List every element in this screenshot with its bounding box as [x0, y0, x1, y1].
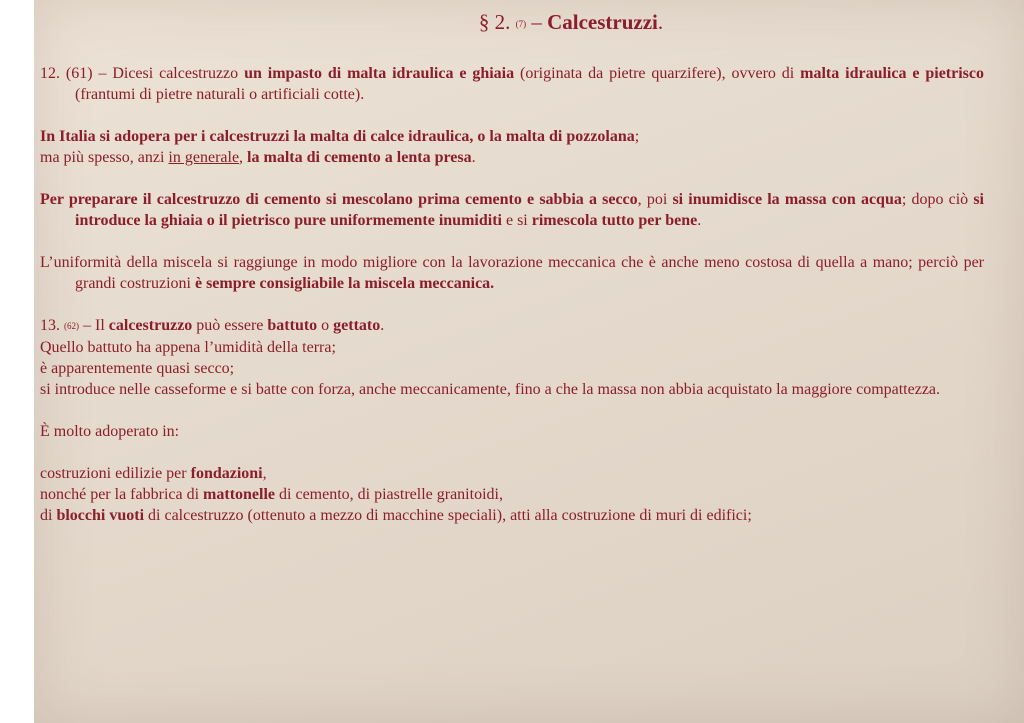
uso-3-text: di — [40, 507, 57, 525]
p12-number: 12. (61) – Dicesi calcestruzzo — [40, 65, 245, 83]
uso-2-end: di cemento, di piastrelle granitoidi, — [275, 486, 503, 504]
p12-bold-2: malta idraulica e pietrisco — [800, 65, 985, 83]
section-number: § 2. — [478, 10, 511, 34]
p13-text-2: può essere — [192, 317, 268, 335]
p13-bold-3: gettato — [333, 317, 381, 335]
paragraph-uniformita — [40, 252, 984, 294]
battuto-line-2: è apparentemente quasi secco; — [40, 360, 235, 378]
uso-1-text: costruzioni edilizie per — [40, 465, 191, 483]
title-dot: . — [657, 10, 664, 34]
p13-text-1: – Il — [79, 317, 109, 335]
section-title — [158, 8, 984, 38]
document-body — [40, 8, 984, 526]
battuto-line-3: si introduce nelle casseforme e si batte con forza, anche meccanicamente, fino a che la massa non abbia acquistato la maggiore compattezza. — [40, 381, 941, 399]
italia-text-3: , — [239, 149, 248, 167]
uso-line-3 — [40, 505, 984, 526]
uso-1-bold: fondazioni — [190, 465, 263, 483]
p12-bold-1: un impasto di malta idraulica e ghiaia — [244, 65, 515, 83]
italia-text-1: ; — [634, 128, 640, 146]
uniformita-text-1: L’uniformità della miscela si raggiunge in modo migliore con la lavorazione meccanica che è anche meno costosa di quella a mano; perciò per grandi costruzioni — [40, 254, 984, 293]
italia-text-4: . — [471, 149, 476, 167]
preparare-text-1: , poi — [637, 191, 673, 209]
uso-2-text: nonché per la fabbrica di — [40, 486, 204, 504]
italia-text-2: ma più spesso, anzi — [40, 149, 169, 167]
paragraph-13 — [40, 315, 984, 337]
p12-text-2: (frantumi di pietre naturali o artificiali cotte). — [75, 86, 365, 104]
paragraph-italia — [40, 126, 984, 147]
preparare-bold-2: si inumidisce la massa con acqua — [672, 191, 902, 209]
uso-line-2 — [40, 484, 984, 505]
uso-3-bold: blocchi vuoti — [56, 507, 145, 525]
preparare-text-4: . — [697, 212, 702, 230]
battuto-line-1: Quello battuto ha appena l’umidità della terra; — [40, 339, 336, 357]
paragraph-preparare — [40, 189, 984, 231]
p13-number: 13. — [40, 317, 64, 335]
paragraph-12 — [40, 63, 984, 105]
uso-3-end: di calcestruzzo (ottenuto a mezzo di macchine speciali), atti alla costruzione di muri di edifici; — [144, 507, 752, 525]
uso-1-end: , — [262, 465, 267, 483]
italia-bold-2: la malta di cemento a lenta presa — [247, 149, 472, 167]
p13-bold-2: battuto — [267, 317, 318, 335]
preparare-text-2: ; dopo ciò — [901, 191, 974, 209]
italia-bold-1: In Italia si adopera per i calcestruzzi la malta di calce idraulica, o la malta di pozzolana — [40, 128, 635, 146]
uso-2-bold: mattonelle — [203, 486, 276, 504]
uso-line-1 — [40, 463, 984, 484]
p12-text-1: (originata da pietre quarzifere), ovvero di — [514, 65, 801, 83]
p13-text-4: . — [380, 317, 385, 335]
preparare-bold-1: Per preparare il calcestruzzo di cemento si mescolano prima cemento e sabbia a secco — [40, 191, 638, 209]
p13-bold-1: calcestruzzo — [108, 317, 193, 335]
preparare-bold-3: si introduce la ghiaia o il pietrisco pure uniformemente inumiditi — [75, 191, 984, 230]
p13-text-3: o — [317, 317, 334, 335]
uniformita-bold-1: è sempre consigliabile la miscela meccanica. — [194, 275, 495, 293]
section-name: Calcestruzzi — [547, 10, 658, 34]
p13-ref: (62) — [64, 321, 79, 332]
paragraph-italia-2 — [40, 147, 984, 168]
title-dash: – — [526, 10, 548, 34]
section-ref: (7) — [515, 19, 527, 30]
preparare-text-3: e si — [501, 212, 532, 230]
italia-underline: in generale — [168, 149, 240, 167]
preparare-bold-4: rimescola tutto per bene — [531, 212, 698, 230]
adoperato-line: È molto adoperato in: — [40, 423, 180, 441]
